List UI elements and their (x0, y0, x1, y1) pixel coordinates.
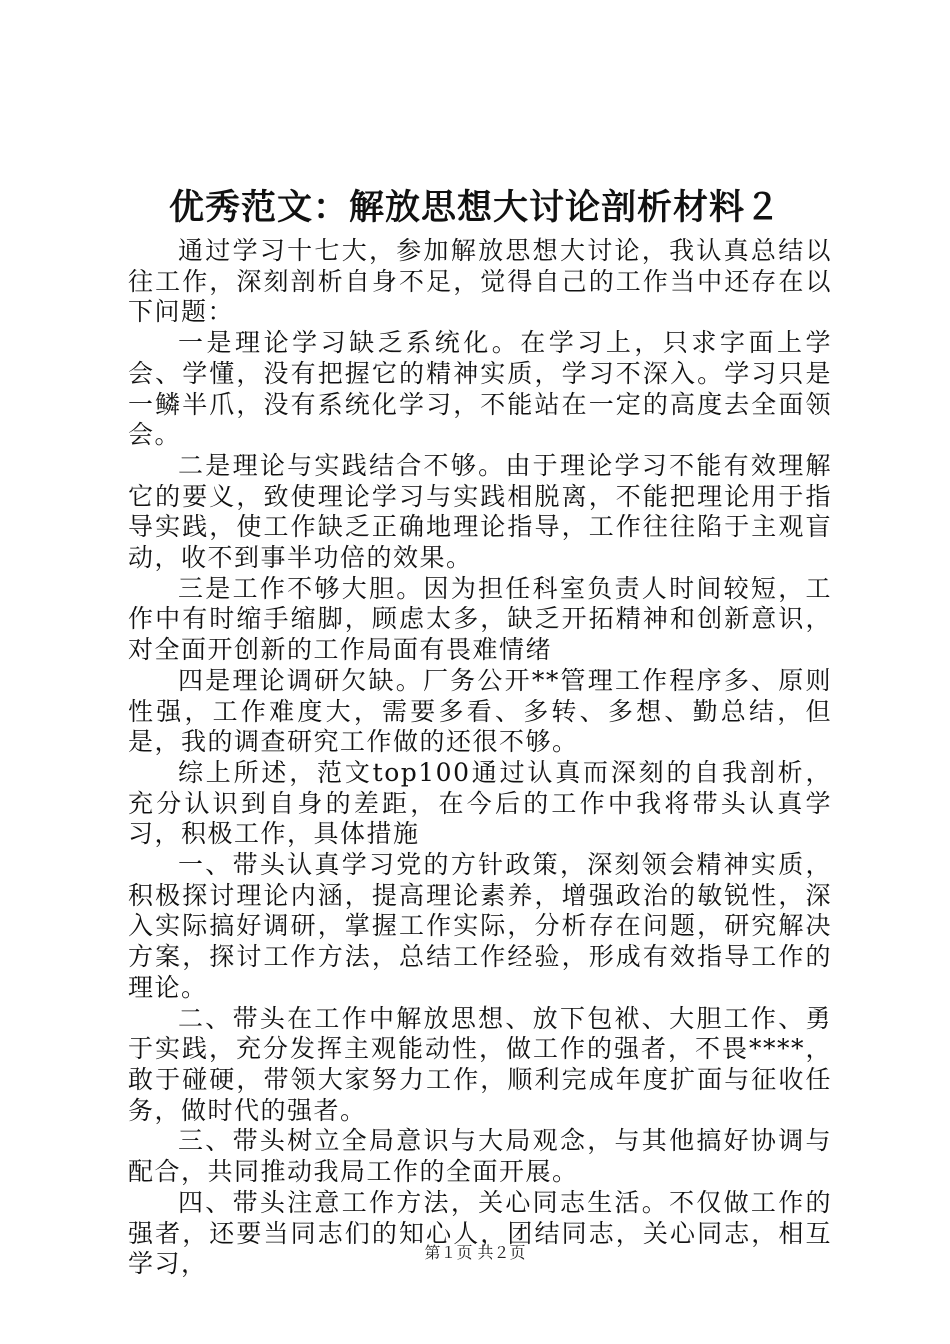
paragraph-measure-4: 四、带头注意工作方法，关心同志生活。不仅做工作的强者，还要当同志们的知心人，团结同志，关心同志，相互学习， (128, 1187, 832, 1279)
paragraph-summary: 综上所述，范文top100通过认真而深刻的自我剖析，充分认识到自身的差距，在今后的工作中我将带头认真学习，积极工作，具体措施 (128, 757, 832, 849)
document-title: 优秀范文：解放思想大讨论剖析材料２ (168, 187, 781, 228)
paragraph-measure-1: 一、带头认真学习党的方针政策，深刻领会精神实质，积极探讨理论内涵，提高理论素养，增强政治的敏锐性，深入实际搞好调研，掌握工作实际，分析存在问题，研究解决方案，探讨工作方法，总结工作经验，形成有效指导工作的理论。 (128, 850, 832, 1002)
paragraph-problem-4: 四是理论调研欠缺。厂务公开**管理工作程序多、原则性强，工作难度大，需要多看、多转、多想、勤总结，但是，我的调查研究工作做的还很不够。 (128, 665, 832, 757)
paragraph-problem-3: 三是工作不够大胆。因为担任科室负责人时间较短，工作中有时缩手缩脚，顾虑太多，缺乏开拓精神和创新意识，对全面开创新的工作局面有畏难情绪 (128, 573, 832, 665)
paragraph-measure-3: 三、带头树立全局意识与大局观念，与其他搞好协调与配合，共同推动我局工作的全面开展。 (128, 1126, 832, 1187)
paragraph-problem-2: 二是理论与实践结合不够。由于理论学习不能有效理解它的要义，致使理论学习与实践相脱离，不能把理论用于指导实践，使工作缺乏正确地理论指导，工作往往陷于主观盲动，收不到事半功倍的效果。 (128, 450, 832, 573)
paragraph-measure-2: 二、带头在工作中解放思想、放下包袱、大胆工作、勇于实践，充分发挥主观能动性，做工作的强者，不畏****，敢于碰硬，带领大家努力工作，顺利完成年度扩面与征收任务，做时代的强者。 (128, 1003, 832, 1125)
page-footer: 第１页 共２页 (424, 1243, 526, 1262)
paragraph-intro: 通过学习十七大，参加解放思想大讨论，我认真总结以往工作，深刻剖析自身不足，觉得自己的工作当中还存在以下问题： (128, 236, 832, 327)
document-body (128, 236, 832, 1280)
paragraph-problem-1: 一是理论学习缺乏系统化。在学习上，只求字面上学会、学懂，没有把握它的精神实质，学习不深入。学习只是一鳞半爪，没有系统化学习，不能站在一定的高度去全面领会。 (128, 328, 832, 450)
